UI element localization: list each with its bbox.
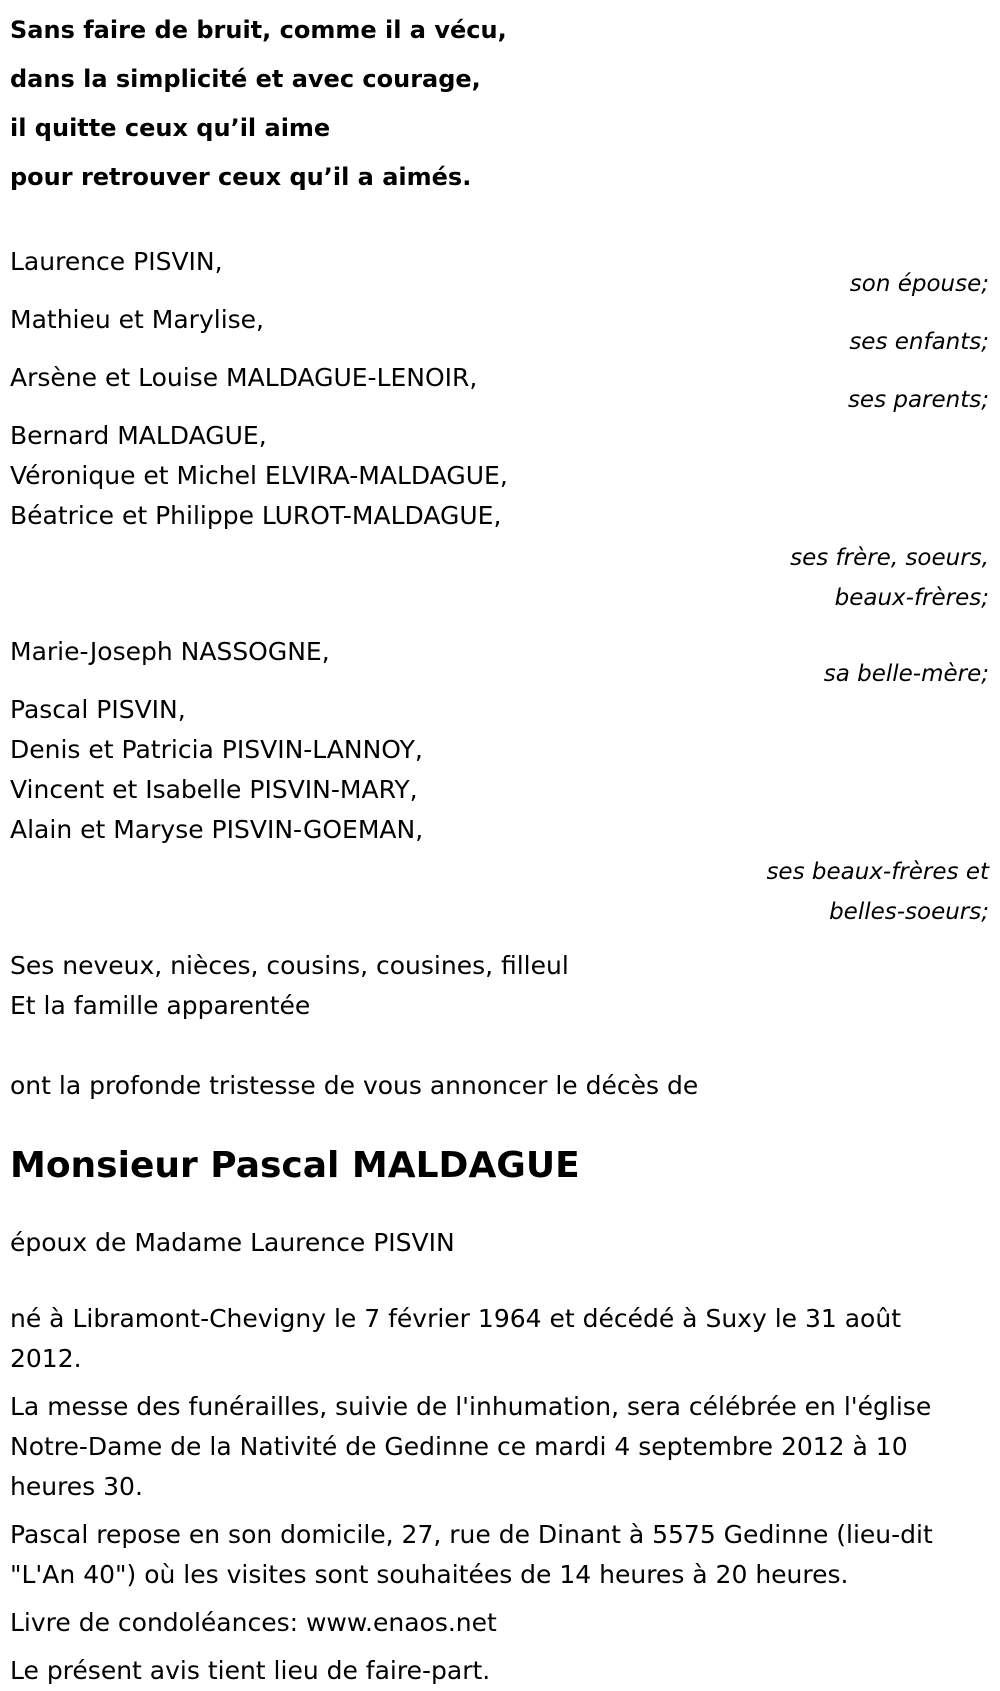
rest-place-info: Pascal repose en son domicile, 27, rue de Dinant à 5575 Gedinne (lieu-dit "L'An 40") où les visites sont souhaitées de 14 heures à 20 heures. (10, 1520, 933, 1589)
relation-line: sa belle-mère; (823, 661, 989, 687)
epitaph-line: dans la simplicité et avec courage, (10, 65, 481, 93)
epitaph-line: il quitte ceux qu’il aime (10, 114, 331, 142)
extended-family-line: Ses neveux, nièces, cousins, cousines, filleul (10, 951, 569, 980)
family-relation (10, 538, 995, 618)
family-group (10, 416, 995, 618)
family-name: Bernard MALDAGUE, (10, 421, 267, 450)
family-group (10, 300, 995, 362)
family-name: Denis et Patricia PISVIN-LANNOY, (10, 735, 423, 764)
family-name: Vincent et Isabelle PISVIN-MARY, (10, 775, 418, 804)
relation-line: son épouse; (849, 271, 989, 297)
condolences-info: Livre de condoléances: www.enaos.net (10, 1608, 497, 1637)
epitaph (10, 0, 995, 202)
relation-line: ses frère, soeurs, (790, 545, 989, 571)
family-name: Béatrice et Philippe LUROT-MALDAGUE, (10, 501, 502, 530)
relation-line: beaux-frères; (834, 585, 989, 611)
relation-line: belles-soeurs; (829, 899, 989, 925)
announcement: ont la profonde tristesse de vous annoncer le décès de (10, 1071, 699, 1100)
family-name: Pascal PISVIN, (10, 695, 186, 724)
family-name: Arsène et Louise MALDAGUE-LENOIR, (10, 363, 478, 392)
deceased-name: Monsieur Pascal MALDAGUE (10, 1145, 580, 1186)
notice-info: Le présent avis tient lieu de faire-part. (10, 1656, 491, 1685)
family-relation (10, 852, 995, 932)
family-name: Laurence PISVIN, (10, 247, 223, 276)
funeral-info: La messe des funérailles, suivie de l'inhumation, sera célébrée en l'église Notre-Dame de la Nativité de Gedinne ce mardi 4 septembre 2012 à 10 heures 30. (10, 1392, 932, 1501)
family-name: Alain et Maryse PISVIN-GOEMAN, (10, 815, 424, 844)
family-list (10, 242, 995, 1026)
family-group (10, 690, 995, 932)
family-name: Véronique et Michel ELVIRA-MALDAGUE, (10, 461, 508, 490)
relation-line: ses enfants; (849, 329, 989, 355)
family-name: Mathieu et Marylise, (10, 305, 264, 334)
epitaph-line: Sans faire de bruit, comme il a vécu, (10, 16, 507, 44)
relation-line: ses parents; (847, 387, 989, 413)
epitaph-line: pour retrouver ceux qu’il a aimés. (10, 163, 472, 191)
family-group (10, 358, 995, 420)
family-group (10, 632, 995, 694)
extended-family-line: Et la famille apparentée (10, 991, 311, 1020)
family-name: Marie-Joseph NASSOGNE, (10, 637, 330, 666)
extended-family (10, 946, 995, 1026)
family-names (10, 690, 995, 850)
relation-line: ses beaux-frères et (766, 859, 989, 885)
family-names (10, 416, 995, 536)
birth-death-info: né à Libramont-Chevigny le 7 février 1964 et décédé à Suxy le 31 août 2012. (10, 1304, 901, 1373)
obituary-page (10, 0, 995, 1691)
spouse-line: époux de Madame Laurence PISVIN (10, 1228, 455, 1257)
family-group (10, 242, 995, 304)
